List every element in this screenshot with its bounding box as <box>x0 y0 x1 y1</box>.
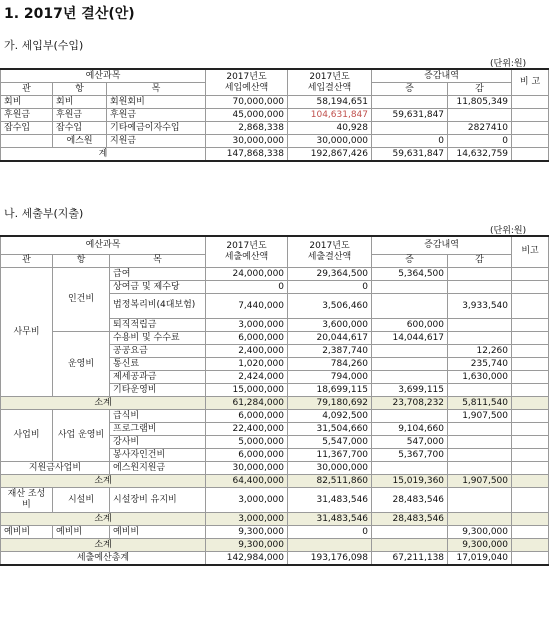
subtotal-label: 소계 <box>1 474 206 487</box>
cell-mok: 제세공과금 <box>110 370 206 383</box>
cell-budget: 6,000,000 <box>206 409 288 422</box>
group-yebi-hang: 예비비 <box>53 525 110 538</box>
group-jiwon: 지원금사업비 <box>1 461 110 474</box>
group-unyeong: 운영비 <box>53 331 110 396</box>
cell-dec: 11,805,349 <box>448 96 512 109</box>
table-row <box>1 461 549 474</box>
cell-inc: 547,000 <box>372 435 448 448</box>
total-dec: 14,632,759 <box>448 148 512 162</box>
cell-mok: 상여금 및 제수당 <box>110 280 206 293</box>
cell-inc <box>372 357 448 370</box>
cell-note <box>512 109 549 122</box>
group-samu: 사무비 <box>1 267 53 396</box>
subtotal-dec: 5,811,540 <box>448 396 512 409</box>
cell-inc <box>372 96 448 109</box>
hdr-dec: 감 <box>448 83 512 96</box>
table-row <box>1 331 549 344</box>
group-siseol: 시설비 <box>53 487 110 512</box>
cell-note <box>512 135 549 148</box>
cell-dec: 2827410 <box>448 122 512 135</box>
table-row <box>1 525 549 538</box>
hdr-settle2017: 2017년도 세입결산액 <box>288 69 372 96</box>
cell-note <box>512 409 549 422</box>
cell-settle: 3,506,460 <box>288 293 372 318</box>
cell-hang: 에스원 <box>53 135 107 148</box>
cell-inc <box>372 370 448 383</box>
hdr-budget2017: 2017년도 세출예산액 <box>206 236 288 267</box>
subtotal-label: 소계 <box>1 538 206 551</box>
cell-settle: 30,000,000 <box>288 135 372 148</box>
subtotal-budget: 3,000,000 <box>206 512 288 525</box>
cell-inc <box>372 409 448 422</box>
cell-gwan: 회비 <box>1 96 53 109</box>
subtotal-settle: 82,511,860 <box>288 474 372 487</box>
cell-mok: 수용비 및 수수료 <box>110 331 206 344</box>
cell-mok: 시설장비 유지비 <box>110 487 206 512</box>
grand-total-note <box>512 551 549 565</box>
subtotal-note <box>512 512 549 525</box>
cell-inc: 5,364,500 <box>372 267 448 280</box>
cell-mok: 법정복리비(4대보험) <box>110 293 206 318</box>
cell-budget: 15,000,000 <box>206 383 288 396</box>
table-row <box>1 135 549 148</box>
hdr-hang: 항 <box>53 83 107 96</box>
cell-mok: 퇴직적립금 <box>110 318 206 331</box>
cell-note <box>512 96 549 109</box>
group-saeop-unyeong: 사업 운영비 <box>53 409 110 461</box>
cell-note <box>512 267 549 280</box>
cell-mok: 통신료 <box>110 357 206 370</box>
subtotal-row <box>1 396 549 409</box>
hdr-change: 증감내역 <box>372 236 512 254</box>
cell-mok: 급여 <box>110 267 206 280</box>
subtotal-inc: 15,019,360 <box>372 474 448 487</box>
expense-heading: 나. 세출부(지출) <box>4 207 84 220</box>
cell-inc: 14,044,617 <box>372 331 448 344</box>
cell-inc <box>372 293 448 318</box>
cell-dec <box>448 435 512 448</box>
cell-note <box>512 422 549 435</box>
subtotal-dec: 9,300,000 <box>448 538 512 551</box>
grand-total-settle: 193,176,098 <box>288 551 372 565</box>
cell-mok: 강사비 <box>110 435 206 448</box>
cell-mok: 급식비 <box>110 409 206 422</box>
hdr-gwan: 관 <box>1 83 53 96</box>
cell-dec <box>448 461 512 474</box>
cell-note <box>512 331 549 344</box>
cell-note <box>512 280 549 293</box>
cell-note <box>512 357 549 370</box>
hdr-note: 비 고 <box>512 69 549 96</box>
cell-settle: 3,600,000 <box>288 318 372 331</box>
cell-note <box>512 318 549 331</box>
subtotal-inc: 28,483,546 <box>372 512 448 525</box>
cell-budget: 2,400,000 <box>206 344 288 357</box>
cell-dec <box>448 109 512 122</box>
cell-mok: 후원금 <box>107 109 206 122</box>
cell-dec: 12,260 <box>448 344 512 357</box>
cell-inc: 28,483,546 <box>372 487 448 512</box>
total-label: 계 <box>1 148 206 162</box>
cell-dec <box>448 422 512 435</box>
table-row <box>1 109 549 122</box>
hdr-settle2017: 2017년도 세출결산액 <box>288 236 372 267</box>
total-settle: 192,867,426 <box>288 148 372 162</box>
cell-note <box>512 383 549 396</box>
cell-mok: 지원금 <box>107 135 206 148</box>
hdr-budget-item: 예산과목 <box>1 69 206 83</box>
table-row <box>1 487 549 512</box>
cell-budget: 22,400,000 <box>206 422 288 435</box>
cell-inc <box>372 461 448 474</box>
cell-gwan <box>1 135 53 148</box>
cell-inc <box>372 122 448 135</box>
cell-settle: 30,000,000 <box>288 461 372 474</box>
hdr-dec: 감 <box>448 254 512 267</box>
subtotal-note <box>512 474 549 487</box>
cell-dec <box>448 448 512 461</box>
cell-settle: 31,504,660 <box>288 422 372 435</box>
cell-dec <box>448 331 512 344</box>
income-heading: 가. 세입부(수입) <box>4 39 84 52</box>
cell-note <box>512 122 549 135</box>
cell-budget: 45,000,000 <box>206 109 288 122</box>
subtotal-settle <box>288 538 372 551</box>
total-inc: 59,631,847 <box>372 148 448 162</box>
cell-mok: 기타예금이자수입 <box>107 122 206 135</box>
income-unit: (단위:원) <box>490 59 527 69</box>
subtotal-note <box>512 396 549 409</box>
cell-dec <box>448 318 512 331</box>
hdr-mok: 목 <box>110 254 206 267</box>
cell-inc <box>372 525 448 538</box>
cell-note <box>512 293 549 318</box>
cell-dec <box>448 280 512 293</box>
subtotal-note <box>512 538 549 551</box>
cell-inc: 600,000 <box>372 318 448 331</box>
cell-settle: 20,044,617 <box>288 331 372 344</box>
grand-total-row <box>1 551 549 565</box>
hdr-note: 비고 <box>512 236 549 267</box>
subtotal-row <box>1 538 549 551</box>
cell-budget: 2,424,000 <box>206 370 288 383</box>
cell-mok: 봉사자인건비 <box>110 448 206 461</box>
subtotal-row <box>1 512 549 525</box>
grand-total-dec: 17,019,040 <box>448 551 512 565</box>
cell-budget: 0 <box>206 280 288 293</box>
hdr-hang: 항 <box>53 254 110 267</box>
cell-dec: 3,933,540 <box>448 293 512 318</box>
cell-mok: 예비비 <box>110 525 206 538</box>
cell-inc <box>372 344 448 357</box>
cell-inc: 3,699,115 <box>372 383 448 396</box>
cell-budget: 2,868,338 <box>206 122 288 135</box>
cell-budget: 24,000,000 <box>206 267 288 280</box>
cell-dec: 9,300,000 <box>448 525 512 538</box>
cell-dec <box>448 383 512 396</box>
cell-note <box>512 435 549 448</box>
group-yebi: 예비비 <box>1 525 53 538</box>
cell-settle: 794,000 <box>288 370 372 383</box>
subtotal-dec <box>448 512 512 525</box>
cell-budget: 6,000,000 <box>206 448 288 461</box>
hdr-mok: 목 <box>107 83 206 96</box>
cell-budget: 7,440,000 <box>206 293 288 318</box>
cell-note <box>512 370 549 383</box>
cell-settle: 29,364,500 <box>288 267 372 280</box>
cell-mok: 기타운영비 <box>110 383 206 396</box>
table-row <box>1 96 549 109</box>
total-row <box>1 148 549 162</box>
cell-note <box>512 461 549 474</box>
hdr-gwan: 관 <box>1 254 53 267</box>
cell-mok: 프로그램비 <box>110 422 206 435</box>
grand-total-inc: 67,211,138 <box>372 551 448 565</box>
cell-note <box>512 525 549 538</box>
cell-inc: 5,367,700 <box>372 448 448 461</box>
subtotal-budget: 61,284,000 <box>206 396 288 409</box>
cell-inc <box>372 280 448 293</box>
cell-budget: 1,020,000 <box>206 357 288 370</box>
cell-dec: 0 <box>448 135 512 148</box>
cell-budget: 3,000,000 <box>206 318 288 331</box>
cell-settle: 58,194,651 <box>288 96 372 109</box>
cell-budget: 70,000,000 <box>206 96 288 109</box>
subtotal-dec: 1,907,500 <box>448 474 512 487</box>
income-table <box>0 68 549 162</box>
total-note <box>512 148 549 162</box>
table-row <box>1 122 549 135</box>
subtotal-row <box>1 474 549 487</box>
cell-settle: 4,092,500 <box>288 409 372 422</box>
cell-settle: 2,387,740 <box>288 344 372 357</box>
cell-budget: 6,000,000 <box>206 331 288 344</box>
cell-settle: 18,699,115 <box>288 383 372 396</box>
cell-settle: 104,631,847 <box>288 109 372 122</box>
cell-budget: 9,300,000 <box>206 525 288 538</box>
table-row <box>1 267 549 280</box>
cell-inc: 59,631,847 <box>372 109 448 122</box>
cell-budget: 30,000,000 <box>206 461 288 474</box>
subtotal-label: 소계 <box>1 512 206 525</box>
subtotal-inc <box>372 538 448 551</box>
cell-settle: 31,483,546 <box>288 487 372 512</box>
cell-hang: 후원금 <box>53 109 107 122</box>
subtotal-budget: 9,300,000 <box>206 538 288 551</box>
cell-dec: 1,907,500 <box>448 409 512 422</box>
cell-note <box>512 487 549 512</box>
cell-gwan: 후원금 <box>1 109 53 122</box>
subtotal-label: 소계 <box>1 396 206 409</box>
hdr-budget-item: 예산과목 <box>1 236 206 254</box>
cell-gwan: 잡수입 <box>1 122 53 135</box>
cell-dec: 1,630,000 <box>448 370 512 383</box>
hdr-inc: 증 <box>372 83 448 96</box>
cell-settle: 5,547,000 <box>288 435 372 448</box>
hdr-inc: 증 <box>372 254 448 267</box>
cell-settle: 0 <box>288 280 372 293</box>
hdr-budget2017: 2017년도 세입예산액 <box>206 69 288 96</box>
group-saeop: 사업비 <box>1 409 53 461</box>
cell-mok: 회원회비 <box>107 96 206 109</box>
page-title: 1. 2017년 결산(안) <box>4 6 135 22</box>
subtotal-settle: 31,483,546 <box>288 512 372 525</box>
group-jaesan: 재산 조성비 <box>1 487 53 512</box>
grand-total-budget: 142,984,000 <box>206 551 288 565</box>
hdr-change: 증감내역 <box>372 69 512 83</box>
cell-settle: 11,367,700 <box>288 448 372 461</box>
cell-budget: 30,000,000 <box>206 135 288 148</box>
cell-mok: 에스원지원금 <box>110 461 206 474</box>
cell-dec <box>448 487 512 512</box>
total-budget: 147,868,338 <box>206 148 288 162</box>
cell-inc: 9,104,660 <box>372 422 448 435</box>
cell-mok: 공공요금 <box>110 344 206 357</box>
cell-settle: 0 <box>288 525 372 538</box>
cell-hang: 회비 <box>53 96 107 109</box>
cell-settle: 784,260 <box>288 357 372 370</box>
cell-budget: 3,000,000 <box>206 487 288 512</box>
cell-note <box>512 448 549 461</box>
table-row <box>1 409 549 422</box>
cell-inc: 0 <box>372 135 448 148</box>
subtotal-budget: 64,400,000 <box>206 474 288 487</box>
cell-hang: 잡수입 <box>53 122 107 135</box>
cell-settle: 40,928 <box>288 122 372 135</box>
expense-table <box>0 235 549 566</box>
cell-note <box>512 344 549 357</box>
cell-dec: 235,740 <box>448 357 512 370</box>
subtotal-settle: 79,180,692 <box>288 396 372 409</box>
cell-dec <box>448 267 512 280</box>
grand-total-label: 세출예산총계 <box>1 551 206 565</box>
cell-budget: 5,000,000 <box>206 435 288 448</box>
group-ingeon: 인건비 <box>53 267 110 331</box>
expense-unit: (단위:원) <box>490 226 527 236</box>
subtotal-inc: 23,708,232 <box>372 396 448 409</box>
